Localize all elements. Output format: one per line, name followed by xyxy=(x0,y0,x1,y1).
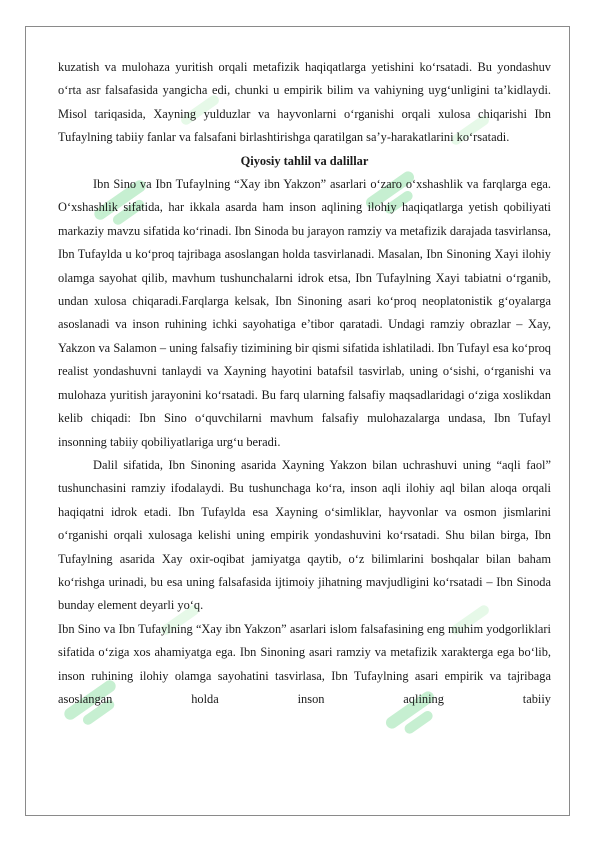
paragraph-evidence: Dalil sifatida, Ibn Sinoning asarida Xayning Yakzon bilan uchrashuvi uning “aqli faol” tushunchasini ramziy ifodalaydi. Bu tushunchaga ko‘ra, inson aqli ilohiy aql bilan aloqa orqali haqiqatni idrok etadi. Ibn Tufaylda esa Xayning o‘simliklar, hayvonlar va osmon jismlarini o‘rganishi orqali xulosaga kelishi uning empirik yondashuvini ko‘rsatadi. Shu bilan birga, Ibn Tufaylning asarida Xay oxir-oqibat jamiyatga qaytib, o‘z bilimlarini boshqalar bilan baham ko‘rishga urinadi, bu esa uning falsafasida ijtimoiy jihatning mavjudligini ko‘rsatadi – Ibn Sinoda bunday element deyarli yo‘q. xyxy=(58,457,551,613)
paragraph-top: kuzatish va mulohaza yuritish orqali metafizik haqiqatlarga yetishini ko‘rsatadi. Bu yondashuv o‘rta asr falsafasida yangicha edi, chunki u empirik bilim va vahiyning uyg‘unligini ta’kidlaydi. Misol tariqasida, Xayning yulduzlar va hayvonlarni o‘rganishi orqali xulosa chiqarishi Ibn Tufaylning tabiiy fanlar va falsafani birlashtirishga qaratilgan sa’y-harakatlarini ko‘rsatadi. xyxy=(58,60,551,145)
document-body xyxy=(58,56,551,711)
paragraph-conclusion: Ibn Sino va Ibn Tufaylning “Xay ibn Yakzon” asarlari islom falsafasining eng muhim yodgorliklari sifatida o‘ziga xos ahamiyatga ega. Ibn Sinoning asari ramziy va metafizik xarakterga ega bo‘lib, inson ruhining ilohiy olamga sayohatini tasvirlasa, Ibn Tufaylning asari empirik va tajribaga asoslangan holda inson aqlining tabiiy xyxy=(58,621,551,706)
section-heading: Qiyosiy tahlil va dalillar xyxy=(240,153,369,168)
paragraph-comparison: Ibn Sino va Ibn Tufaylning “Xay ibn Yakzon” asarlari o‘zaro o‘xshashlik va farqlarga ega. O‘xshashlik sifatida, har ikkala asarda ham inson aqlining ilohiy haqiqatlarga yetish qobiliyati markaziy mavzu sifatida ko‘rinadi. Ibn Sinoda bu jarayon ramziy va metafizik darajada tasvirlansa, Ibn Tufaylda u ko‘proq tajribaga asoslangan holda tasvirlanadi. Masalan, Ibn Sinoning Xayi ilohiy olamga sayohat qilib, mavhum tushunchalarni idrok etsa, Ibn Tufaylning Xayi tabiatni o‘rganib, undan xulosa chiqaradi.Farqlarga kelsak, Ibn Sinoning asari ko‘proq neoplatonistik g‘oyalarga asoslanadi va inson ruhining ichki sayohatiga e’tibor qaratadi. Undagi ramziy obrazlar – Xay, Yakzon va Salamon – uning falsafiy tizimining bir qismi sifatida ishlatiladi. Ibn Tufayl esa ko‘proq realist yondashuvni tanlaydi va Xayning hayotini batafsil tasvirlab, uning o‘sishi, o‘rganishi va mulohaza yuritish jarayonini ko‘rsatadi. Bu farq ularning falsafiy maqsadlaridagi o‘ziga xoslikdan kelib chiqadi: Ibn Sino o‘quvchilarni mavhum falsafiy mulohazalarga undasa, Ibn Tufayl insonning tabiiy qobiliyatlariga urg‘u beradi. xyxy=(58,177,551,449)
